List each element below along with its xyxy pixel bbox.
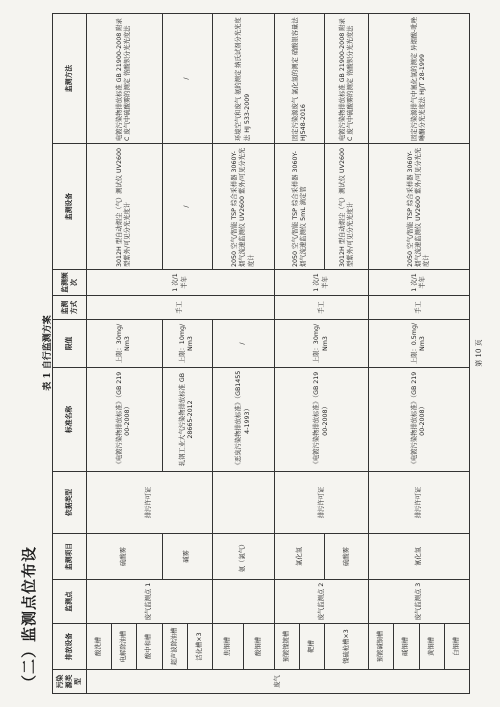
cell-equipment: 超声波除油槽 bbox=[162, 624, 187, 670]
cell-equipment: 靶槽 bbox=[300, 624, 325, 670]
cell-limit: 上限：0.5mg/Nm3 bbox=[369, 320, 470, 368]
cell-equipment: 酸中和槽 bbox=[137, 624, 162, 670]
cell-equipment: 黄铜槽 bbox=[419, 624, 444, 670]
table-caption: 表 1 自行监测方案 bbox=[43, 315, 53, 391]
cell-point: 废气监测点 1 bbox=[87, 580, 213, 624]
cell-item: 氯化氢 bbox=[275, 534, 325, 580]
header-item: 监测项目 bbox=[53, 534, 87, 580]
cell-limit: 上限：30mg/Nm3 bbox=[87, 320, 163, 368]
cell-equipment: 镍硫枪槽×3 bbox=[325, 624, 369, 670]
cell-equipment: 焦铜槽 bbox=[213, 624, 244, 670]
header-method: 监测方式 bbox=[53, 296, 87, 320]
cell-method: 手工 bbox=[275, 296, 369, 320]
table-row bbox=[213, 14, 244, 694]
header-basis: 依据类型 bbox=[53, 472, 87, 534]
table-row bbox=[369, 14, 394, 694]
cell-pollution-type: 废气 bbox=[87, 670, 470, 694]
cell-analysis: / bbox=[162, 14, 212, 144]
header-limit: 限值 bbox=[53, 320, 87, 368]
cell-point: 废气监测点 3 bbox=[369, 580, 470, 624]
cell-limit: 上限：10mg/Nm3 bbox=[162, 320, 212, 368]
cell-basis: 排污许可证 bbox=[87, 472, 213, 534]
cell-limit: / bbox=[213, 320, 275, 368]
cell-standard: 《恶臭污染物排放标准》（GB14554-1993） bbox=[213, 368, 275, 472]
cell-method: 手工 bbox=[369, 296, 470, 320]
cell-analysis: 固定污染源排气中氰化氢的测定 异烟酸-吡唑啉酮分光光度法 HJ/T 28-1999 bbox=[369, 14, 470, 144]
header-row bbox=[53, 14, 87, 694]
cell-analysis: 电镀污染物排放标准 GB 21900-2008 附录 C 废气中硫酸雾的测定 铬酸钡分光光度法 bbox=[325, 14, 369, 144]
cell-equipment: 碱铜槽 bbox=[394, 624, 419, 670]
header-analysis: 监测方法 bbox=[53, 14, 87, 144]
cell-equipment: 酸洗槽 bbox=[87, 624, 112, 670]
cell-item: 氰化氢 bbox=[369, 534, 470, 580]
header-standard: 标准名称 bbox=[53, 368, 87, 472]
cell-analysis: 固定污染源废气 氯化氢的测定 硝酸银容量法 HJ548-2016 bbox=[275, 14, 325, 144]
header-equipment: 排放设备 bbox=[53, 624, 87, 670]
table-row bbox=[87, 14, 112, 694]
cell-frequency: 1 次/1 半年 bbox=[275, 270, 369, 296]
header-point: 监测点 bbox=[53, 580, 87, 624]
cell-equipment: 活化槽×3 bbox=[187, 624, 212, 670]
cell-equipment: 预镀碱铜槽 bbox=[369, 624, 394, 670]
header-frequency: 监测频次 bbox=[53, 270, 87, 296]
section-title: （二）监测点位布设 bbox=[20, 545, 38, 690]
cell-instrument: 2050 空气/智能 TSP 综合采样器 3060Y-烟气流速监测仪 UV2600 紫外/可见分光光度计 bbox=[213, 144, 275, 270]
cell-equipment: 预镀镍镀槽 bbox=[275, 624, 300, 670]
cell-frequency: 1 次/1 半年 bbox=[369, 270, 470, 296]
cell-equipment: 白铜槽 bbox=[444, 624, 469, 670]
cell-standard: 《电镀污染物排放标准》（GB 21900-2008） bbox=[369, 368, 470, 472]
cell-equipment: 酸铜槽 bbox=[244, 624, 275, 670]
rotated-page-content bbox=[12, 8, 492, 698]
cell-point bbox=[213, 580, 275, 624]
cell-analysis: 环境空气和废气 氨的测定 纳氏试剂分光光度法 HJ 533-2009 bbox=[213, 14, 275, 144]
monitoring-plan-table bbox=[52, 13, 470, 694]
cell-method: 手工 bbox=[87, 296, 275, 320]
cell-basis bbox=[213, 472, 275, 534]
cell-limit: 上限：30mg/Nm3 bbox=[275, 320, 369, 368]
cell-instrument: / bbox=[162, 144, 212, 270]
cell-point: 废气监测点 2 bbox=[275, 580, 369, 624]
cell-instrument: 2050 空气/智能 TSP 综合采样器 3060Y-烟气流速监测仪 5mL 滴定管 bbox=[275, 144, 325, 270]
table-row bbox=[275, 14, 300, 694]
cell-standard: 轧钢工业大气污染物排放标准 GB 28665-2012 bbox=[162, 368, 212, 472]
cell-frequency: 1 次/1 半年 bbox=[87, 270, 275, 296]
cell-standard: 《电镀污染物排放标准》（GB 21900-2008） bbox=[275, 368, 369, 472]
header-instrument: 监测设备 bbox=[53, 144, 87, 270]
cell-item: 硫酸雾 bbox=[87, 534, 163, 580]
cell-basis: 排污许可证 bbox=[369, 472, 470, 534]
cell-instrument: 2050 空气/智能 TSP 综合采样器 3060Y-烟气流速监测仪 UV2600 紫外/可见分光光度计 bbox=[369, 144, 470, 270]
header-type: 污染源类型 bbox=[53, 670, 87, 694]
cell-basis: 排污许可证 bbox=[275, 472, 369, 534]
page-number: 第 10 页 bbox=[475, 339, 483, 367]
cell-equipment: 电解除油槽 bbox=[112, 624, 137, 670]
cell-analysis: 电镀污染物排放标准 GB 21900-2008 附录 C 废气中硫酸雾的测定 铬酸钡分光光度法 bbox=[87, 14, 163, 144]
cell-standard: 《电镀污染物排放标准》（GB 21900-2008） bbox=[87, 368, 163, 472]
cell-item: 硫酸雾 bbox=[325, 534, 369, 580]
cell-instrument: 3012H 型自动烟尘（气）测试仪 UV2600 型紫外/可见分光光度计 bbox=[87, 144, 163, 270]
cell-item: 碱雾 bbox=[162, 534, 212, 580]
cell-instrument: 3012H 型自动烟尘（气）测试仪 UV2600 型紫外/可见分光光度计 bbox=[325, 144, 369, 270]
cell-item: 氨（氯气） bbox=[213, 534, 275, 580]
